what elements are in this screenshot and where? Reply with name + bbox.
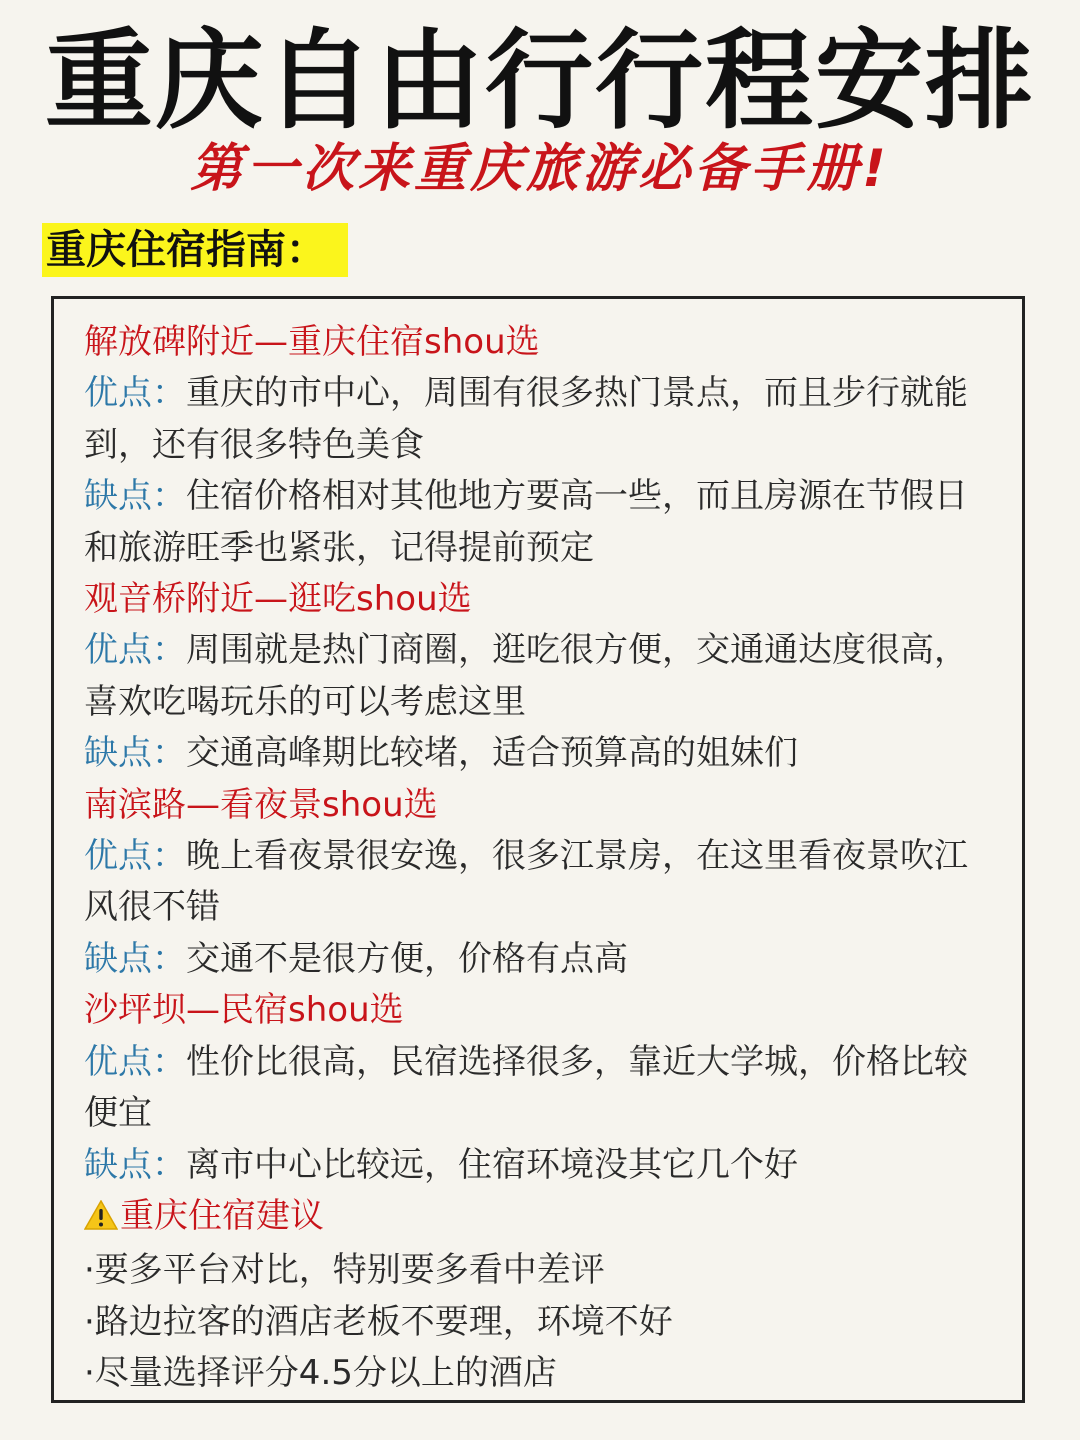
advice-heading: 重庆住宿建议 bbox=[120, 1195, 324, 1236]
advice-item: ·尽量选择评分4.5分以上的酒店 bbox=[84, 1353, 557, 1394]
pros-text: 重庆的市中心，周围有很多热门景点，而且步行就能到，还有很多特色美食 bbox=[84, 373, 968, 465]
cons-text: 住宿价格相对其他地方要高一些，而且房源在节假日和旅游旺季也紧张，记得提前预定 bbox=[84, 476, 968, 568]
area-heading-guanyinqiao: 观音桥附近—逛吃shou选 bbox=[84, 579, 472, 620]
cons-text: 离市中心比较远，住宿环境没其它几个好 bbox=[186, 1144, 798, 1185]
cons-text: 交通不是很方便，价格有点高 bbox=[186, 938, 628, 979]
cons-line-shapingba bbox=[84, 1140, 998, 1191]
cons-text: 交通高峰期比较堵，适合预算高的姐妹们 bbox=[186, 733, 798, 774]
area-heading-nanbinlu: 南滨路—看夜景shou选 bbox=[84, 784, 438, 825]
pros-label: 优点： bbox=[84, 836, 186, 877]
pros-line-guanyinqiao bbox=[84, 625, 998, 728]
pros-line-jiefangbei bbox=[84, 368, 998, 471]
pros-label: 优点： bbox=[84, 630, 186, 671]
section-heading: 重庆住宿指南： bbox=[42, 223, 348, 277]
accommodation-guide-box bbox=[51, 296, 1025, 1403]
page-title: 重庆自由行行程安排 bbox=[44, 19, 1035, 144]
cons-line-guanyinqiao bbox=[84, 728, 998, 779]
cons-label: 缺点： bbox=[84, 733, 186, 774]
pros-label: 优点： bbox=[84, 1041, 186, 1082]
cons-line-jiefangbei bbox=[84, 471, 998, 574]
pros-text: 性价比很高，民宿选择很多，靠近大学城，价格比较便宜 bbox=[84, 1041, 968, 1134]
advice-heading-line bbox=[84, 1191, 998, 1245]
page-subtitle: 第一次来重庆旅游必备手册! bbox=[190, 139, 890, 199]
pros-text: 晚上看夜景很安逸，很多江景房，在这里看夜景吹江风很不错 bbox=[84, 836, 968, 928]
advice-item: ·路边拉客的酒店老板不要理，环境不好 bbox=[84, 1301, 673, 1342]
warning-icon bbox=[84, 1194, 118, 1245]
pros-line-shapingba bbox=[84, 1037, 998, 1140]
area-heading-jiefangbei: 解放碑附近—重庆住宿shou选 bbox=[84, 322, 540, 362]
area-heading-shapingba: 沙坪坝—民宿shou选 bbox=[84, 990, 404, 1031]
cons-line-nanbinlu bbox=[84, 934, 998, 985]
pros-label: 优点： bbox=[84, 373, 186, 414]
cons-label: 缺点： bbox=[84, 1144, 186, 1185]
pros-text: 周围就是热门商圈，逛吃很方便，交通通达度很高，喜欢吃喝玩乐的可以考虑这里 bbox=[84, 630, 968, 722]
pros-line-nanbinlu bbox=[84, 831, 998, 934]
advice-item: ·要多平台对比，特别要多看中差评 bbox=[84, 1250, 605, 1291]
cons-label: 缺点： bbox=[84, 476, 186, 517]
cons-label: 缺点： bbox=[84, 938, 186, 979]
